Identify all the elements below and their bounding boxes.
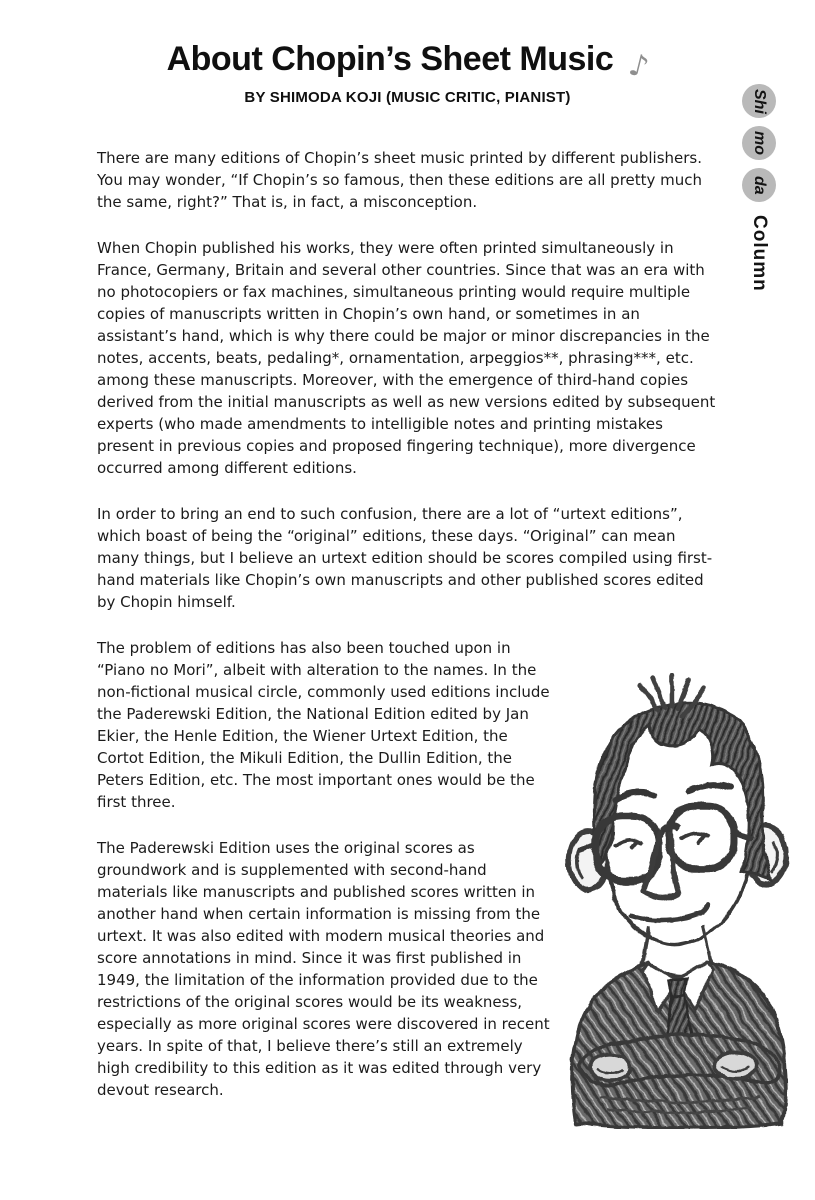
paragraph-1: There are many editions of Chopin’s sheet music printed by different publishers. You may wonder, “If Chopin’s so famous, then these editions are all pretty much the same, right?” That is, in fact, a misconception. (97, 149, 703, 211)
byline: BY SHIMODA KOJI (MUSIC CRITIC, PIANIST) (244, 89, 571, 106)
page-title: About Chopin’s Sheet Music (166, 40, 614, 78)
masthead (0, 0, 815, 106)
rail-badge-shi-label: Shi (751, 88, 768, 114)
rail-badge-mo (742, 126, 776, 160)
rail-column-label: Column (749, 215, 770, 292)
column-rail (740, 84, 778, 292)
rail-badge-da (742, 168, 776, 202)
paragraph-2: When Chopin published his works, they were often printed simultaneously in France, Germany, Britain and several other countries. Since that was an era with no photocopiers or fax machines, simultaneous printing would require multiple copies of manuscripts written in Chopin’s own hand, or sometimes in an assistant’s hand, which is why there could be major or minor discrepancies in the notes, accents, beats, pedaling*, ornamentation, arpeggios**, phrasing***, etc. among these manuscripts. Moreover, with the emergence of third-hand copies derived from the initial manuscripts as well as new versions edited by subsequent experts (who made amendments to intelligible notes and printing mistakes present in previous copies and proposed fingering technique), more divergence occurred among different editions. (97, 239, 716, 477)
rail-badge-mo-label: mo (751, 131, 768, 155)
eighth-note-icon: ♪ (625, 47, 653, 86)
portrait-group (569, 675, 786, 1127)
paragraph-4: The problem of editions has also been touched upon in “Piano no Mori”, albeit with alteration to the names. In the non-fictional musical circle, commonly used editions include the Paderewski Edition, the National Edition edited by Jan Ekier, the Henle Edition, the Wiener Urtext Edition, the Cortot Edition, the Mikuli Edition, the Dullin Edition, the Peters Edition, etc. The most important ones would be the first three. (97, 639, 550, 811)
author-portrait-svg (560, 673, 800, 1129)
paragraph-5: The Paderewski Edition uses the original scores as groundwork and is supplemented with second-hand materials like manuscripts and published scores written in another hand when certain information is missing from the urtext. It was also edited with modern musical theories and score annotations in mind. Since it was first published in 1949, the limitation of the information provided due to the restrictions of the original scores would be its weakness, especially as more original scores were discovered in recent years. In spite of that, I believe there’s still an extremely high credibility to this edition as it was edited through very devout research. (97, 839, 550, 1099)
rail-badge-shi (742, 84, 776, 118)
author-portrait-illustration (560, 673, 800, 1129)
narrow-text-column (97, 637, 559, 1101)
title-row (0, 40, 815, 86)
article-body (97, 147, 717, 1125)
paragraph-3: In order to bring an end to such confusion, there are a lot of “urtext editions”, which boast of being the “original” editions, these days. “Original” can mean many things, but I believe an urtext edition should be scores compiled using first-hand materials like Chopin’s own manuscripts and other published scores edited by Chopin himself. (97, 505, 713, 611)
text-and-portrait-row (97, 637, 717, 1101)
rail-badge-da-label: da (751, 175, 768, 195)
